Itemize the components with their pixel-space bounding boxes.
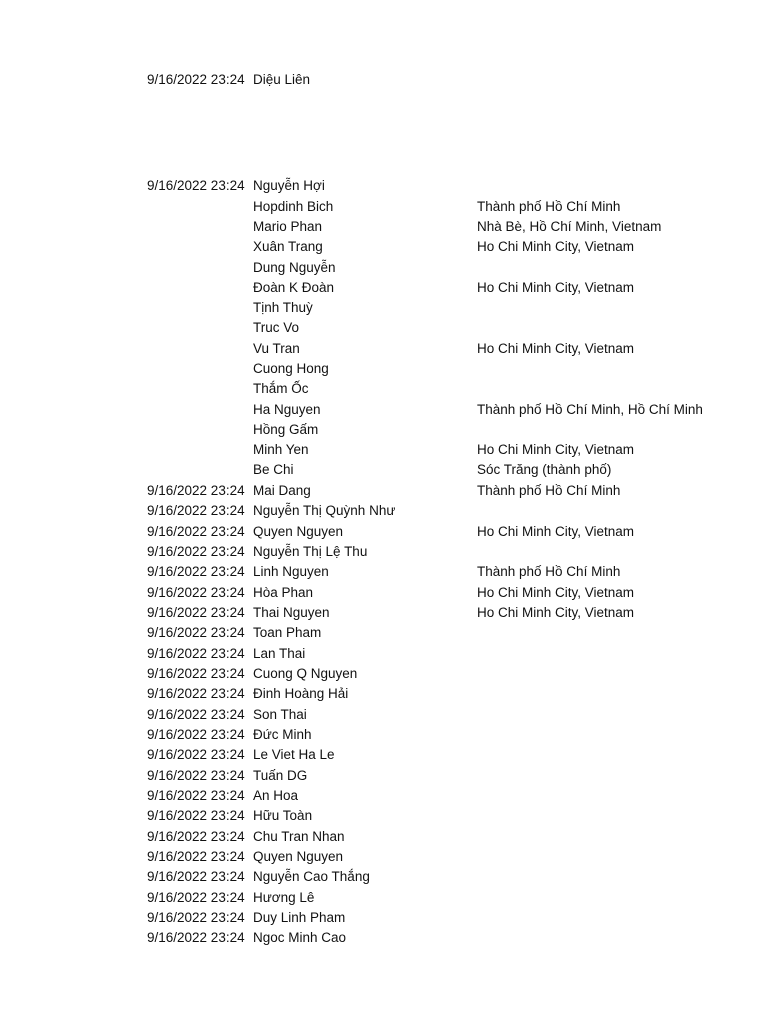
table-row (0, 745, 768, 765)
table-row (0, 725, 768, 745)
location-cell: Thành phố Hồ Chí Minh (477, 199, 621, 214)
table-row (0, 705, 768, 725)
location-cell (477, 928, 767, 948)
name-cell: Nguyễn Hợi (253, 178, 325, 193)
name-cell: Quyen Nguyen (253, 849, 344, 864)
timestamp-cell: 9/16/2022 23:24 (147, 503, 245, 518)
timestamp-cell: 9/16/2022 23:24 (147, 808, 245, 823)
location-cell: Thành phố Hồ Chí Minh (477, 483, 621, 498)
location-cell: Ho Chi Minh City, Vietnam (477, 280, 635, 295)
location-cell: Nhà Bè, Hồ Chí Minh, Vietnam (477, 219, 662, 234)
name-cell: Quyen Nguyen (253, 524, 344, 539)
table-row (0, 379, 768, 399)
name-cell: Ngoc Minh Cao (253, 930, 347, 945)
timestamp-cell: 9/16/2022 23:24 (147, 666, 245, 681)
timestamp-cell (147, 460, 253, 480)
name-cell: Hữu Toàn (253, 808, 313, 823)
timestamp-cell: 9/16/2022 23:24 (147, 72, 245, 87)
table-row (0, 217, 768, 237)
location-cell (477, 542, 767, 562)
timestamp-cell: 9/16/2022 23:24 (147, 849, 245, 864)
timestamp-cell: 9/16/2022 23:24 (147, 788, 245, 803)
name-cell: Chu Tran Nhan (253, 829, 345, 844)
timestamp-cell: 9/16/2022 23:24 (147, 869, 245, 884)
name-cell: Linh Nguyen (253, 564, 329, 579)
name-cell: Thắm Ốc (253, 381, 309, 396)
location-cell (477, 644, 767, 664)
table-row (0, 603, 768, 623)
table-row (0, 481, 768, 501)
table-row (0, 197, 768, 217)
table-row (0, 420, 768, 440)
timestamp-cell: 9/16/2022 23:24 (147, 646, 245, 661)
location-cell (477, 298, 767, 318)
name-cell: Be Chi (253, 462, 294, 477)
name-cell: Cuong Q Nguyen (253, 666, 358, 681)
timestamp-cell: 9/16/2022 23:24 (147, 890, 245, 905)
name-cell: Hopdinh Bich (253, 199, 334, 214)
table-row (0, 867, 768, 887)
location-cell (477, 318, 767, 338)
location-cell (477, 745, 767, 765)
table-row (0, 359, 768, 379)
timestamp-cell (147, 420, 253, 440)
name-cell: Vu Tran (253, 341, 300, 356)
location-cell (477, 664, 767, 684)
location-cell: Ho Chi Minh City, Vietnam (477, 239, 635, 254)
name-cell: Duy Linh Pham (253, 910, 346, 925)
name-cell: An Hoa (253, 788, 299, 803)
table-row (0, 522, 768, 542)
location-cell (477, 888, 767, 908)
location-cell (477, 786, 767, 806)
name-cell: Nguyễn Cao Thắng (253, 869, 370, 884)
timestamp-cell (147, 440, 253, 460)
table-row (0, 664, 768, 684)
timestamp-cell: 9/16/2022 23:24 (147, 910, 245, 925)
location-cell (477, 725, 767, 745)
table-row (0, 562, 768, 582)
timestamp-cell: 9/16/2022 23:24 (147, 564, 245, 579)
location-cell: Thành phố Hồ Chí Minh (477, 564, 621, 579)
location-cell (477, 684, 767, 704)
location-cell: Ho Chi Minh City, Vietnam (477, 341, 635, 356)
timestamp-cell (147, 237, 253, 257)
timestamp-cell: 9/16/2022 23:24 (147, 686, 245, 701)
table-row (0, 176, 768, 196)
timestamp-cell: 9/16/2022 23:24 (147, 747, 245, 762)
name-cell: Tịnh Thuỳ (253, 300, 313, 315)
timestamp-cell (147, 400, 253, 420)
location-cell (477, 705, 767, 725)
location-cell (477, 258, 767, 278)
timestamp-cell: 9/16/2022 23:24 (147, 625, 245, 640)
timestamp-cell: 9/16/2022 23:24 (147, 829, 245, 844)
name-cell: Dung Nguyễn (253, 260, 336, 275)
timestamp-cell: 9/16/2022 23:24 (147, 483, 245, 498)
table-row (0, 400, 768, 420)
name-cell: Diệu Liên (253, 72, 311, 87)
table-row (0, 440, 768, 460)
location-cell: Ho Chi Minh City, Vietnam (477, 585, 635, 600)
name-cell: Ha Nguyen (253, 402, 321, 417)
location-cell (477, 70, 767, 90)
table-row (0, 70, 768, 90)
name-cell: Cuong Hong (253, 361, 329, 376)
table-row (0, 278, 768, 298)
table-row (0, 684, 768, 704)
timestamp-cell (147, 258, 253, 278)
timestamp-cell: 9/16/2022 23:24 (147, 544, 245, 559)
name-cell: Truc Vo (253, 320, 300, 335)
timestamp-cell (147, 359, 253, 379)
name-cell: Đức Minh (253, 727, 312, 742)
table-row (0, 339, 768, 359)
location-cell: Thành phố Hồ Chí Minh, Hồ Chí Minh (477, 402, 703, 417)
location-cell: Sóc Trăng (thành phố) (477, 462, 612, 477)
name-cell: Đinh Hoàng Hải (253, 686, 349, 701)
location-cell (477, 908, 767, 928)
table-row (0, 501, 768, 521)
timestamp-cell (147, 318, 253, 338)
name-cell: Hòa Phan (253, 585, 314, 600)
table-row (0, 318, 768, 338)
table-row (0, 908, 768, 928)
timestamp-cell: 9/16/2022 23:24 (147, 727, 245, 742)
location-cell (477, 827, 767, 847)
timestamp-cell: 9/16/2022 23:24 (147, 707, 245, 722)
location-cell (477, 867, 767, 887)
location-cell (477, 359, 767, 379)
location-cell (477, 379, 767, 399)
timestamp-cell (147, 339, 253, 359)
table-row (0, 237, 768, 257)
name-cell: Xuân Trang (253, 239, 323, 254)
timestamp-cell (147, 298, 253, 318)
table-row (0, 258, 768, 278)
timestamp-cell: 9/16/2022 23:24 (147, 930, 245, 945)
table-row (0, 786, 768, 806)
name-cell: Hương Lê (253, 890, 315, 905)
location-cell (477, 766, 767, 786)
name-cell: Nguyễn Thị Lệ Thu (253, 544, 368, 559)
location-cell (477, 501, 767, 521)
table-row (0, 644, 768, 664)
table-row (0, 806, 768, 826)
name-cell: Toan Pham (253, 625, 322, 640)
table-row (0, 298, 768, 318)
location-cell (477, 176, 767, 196)
timestamp-cell: 9/16/2022 23:24 (147, 178, 245, 193)
location-cell (477, 847, 767, 867)
name-cell: Le Viet Ha Le (253, 747, 335, 762)
table-row (0, 460, 768, 480)
name-cell: Mai Dang (253, 483, 311, 498)
table-row (0, 583, 768, 603)
name-cell: Minh Yen (253, 442, 309, 457)
timestamp-cell: 9/16/2022 23:24 (147, 768, 245, 783)
location-cell (477, 623, 767, 643)
name-cell: Thai Nguyen (253, 605, 330, 620)
timestamp-cell (147, 217, 253, 237)
timestamp-cell (147, 278, 253, 298)
table-row (0, 766, 768, 786)
timestamp-cell (147, 197, 253, 217)
name-cell: Lan Thai (253, 646, 306, 661)
location-cell: Ho Chi Minh City, Vietnam (477, 442, 635, 457)
name-cell: Hồng Gấm (253, 422, 319, 437)
table-row (0, 827, 768, 847)
location-cell: Ho Chi Minh City, Vietnam (477, 605, 635, 620)
name-cell: Tuấn DG (253, 768, 308, 783)
location-cell: Ho Chi Minh City, Vietnam (477, 524, 635, 539)
timestamp-cell: 9/16/2022 23:24 (147, 605, 245, 620)
timestamp-cell: 9/16/2022 23:24 (147, 585, 245, 600)
location-cell (477, 420, 767, 440)
name-cell: Đoàn K Đoàn (253, 280, 335, 295)
table-row (0, 888, 768, 908)
timestamp-cell (147, 379, 253, 399)
location-cell (477, 806, 767, 826)
name-cell: Mario Phan (253, 219, 323, 234)
table-row (0, 542, 768, 562)
name-cell: Nguyễn Thị Quỳnh Như (253, 503, 396, 518)
name-cell: Son Thai (253, 707, 307, 722)
table-row (0, 623, 768, 643)
timestamp-cell: 9/16/2022 23:24 (147, 524, 245, 539)
table-row (0, 928, 768, 948)
table-row (0, 847, 768, 867)
